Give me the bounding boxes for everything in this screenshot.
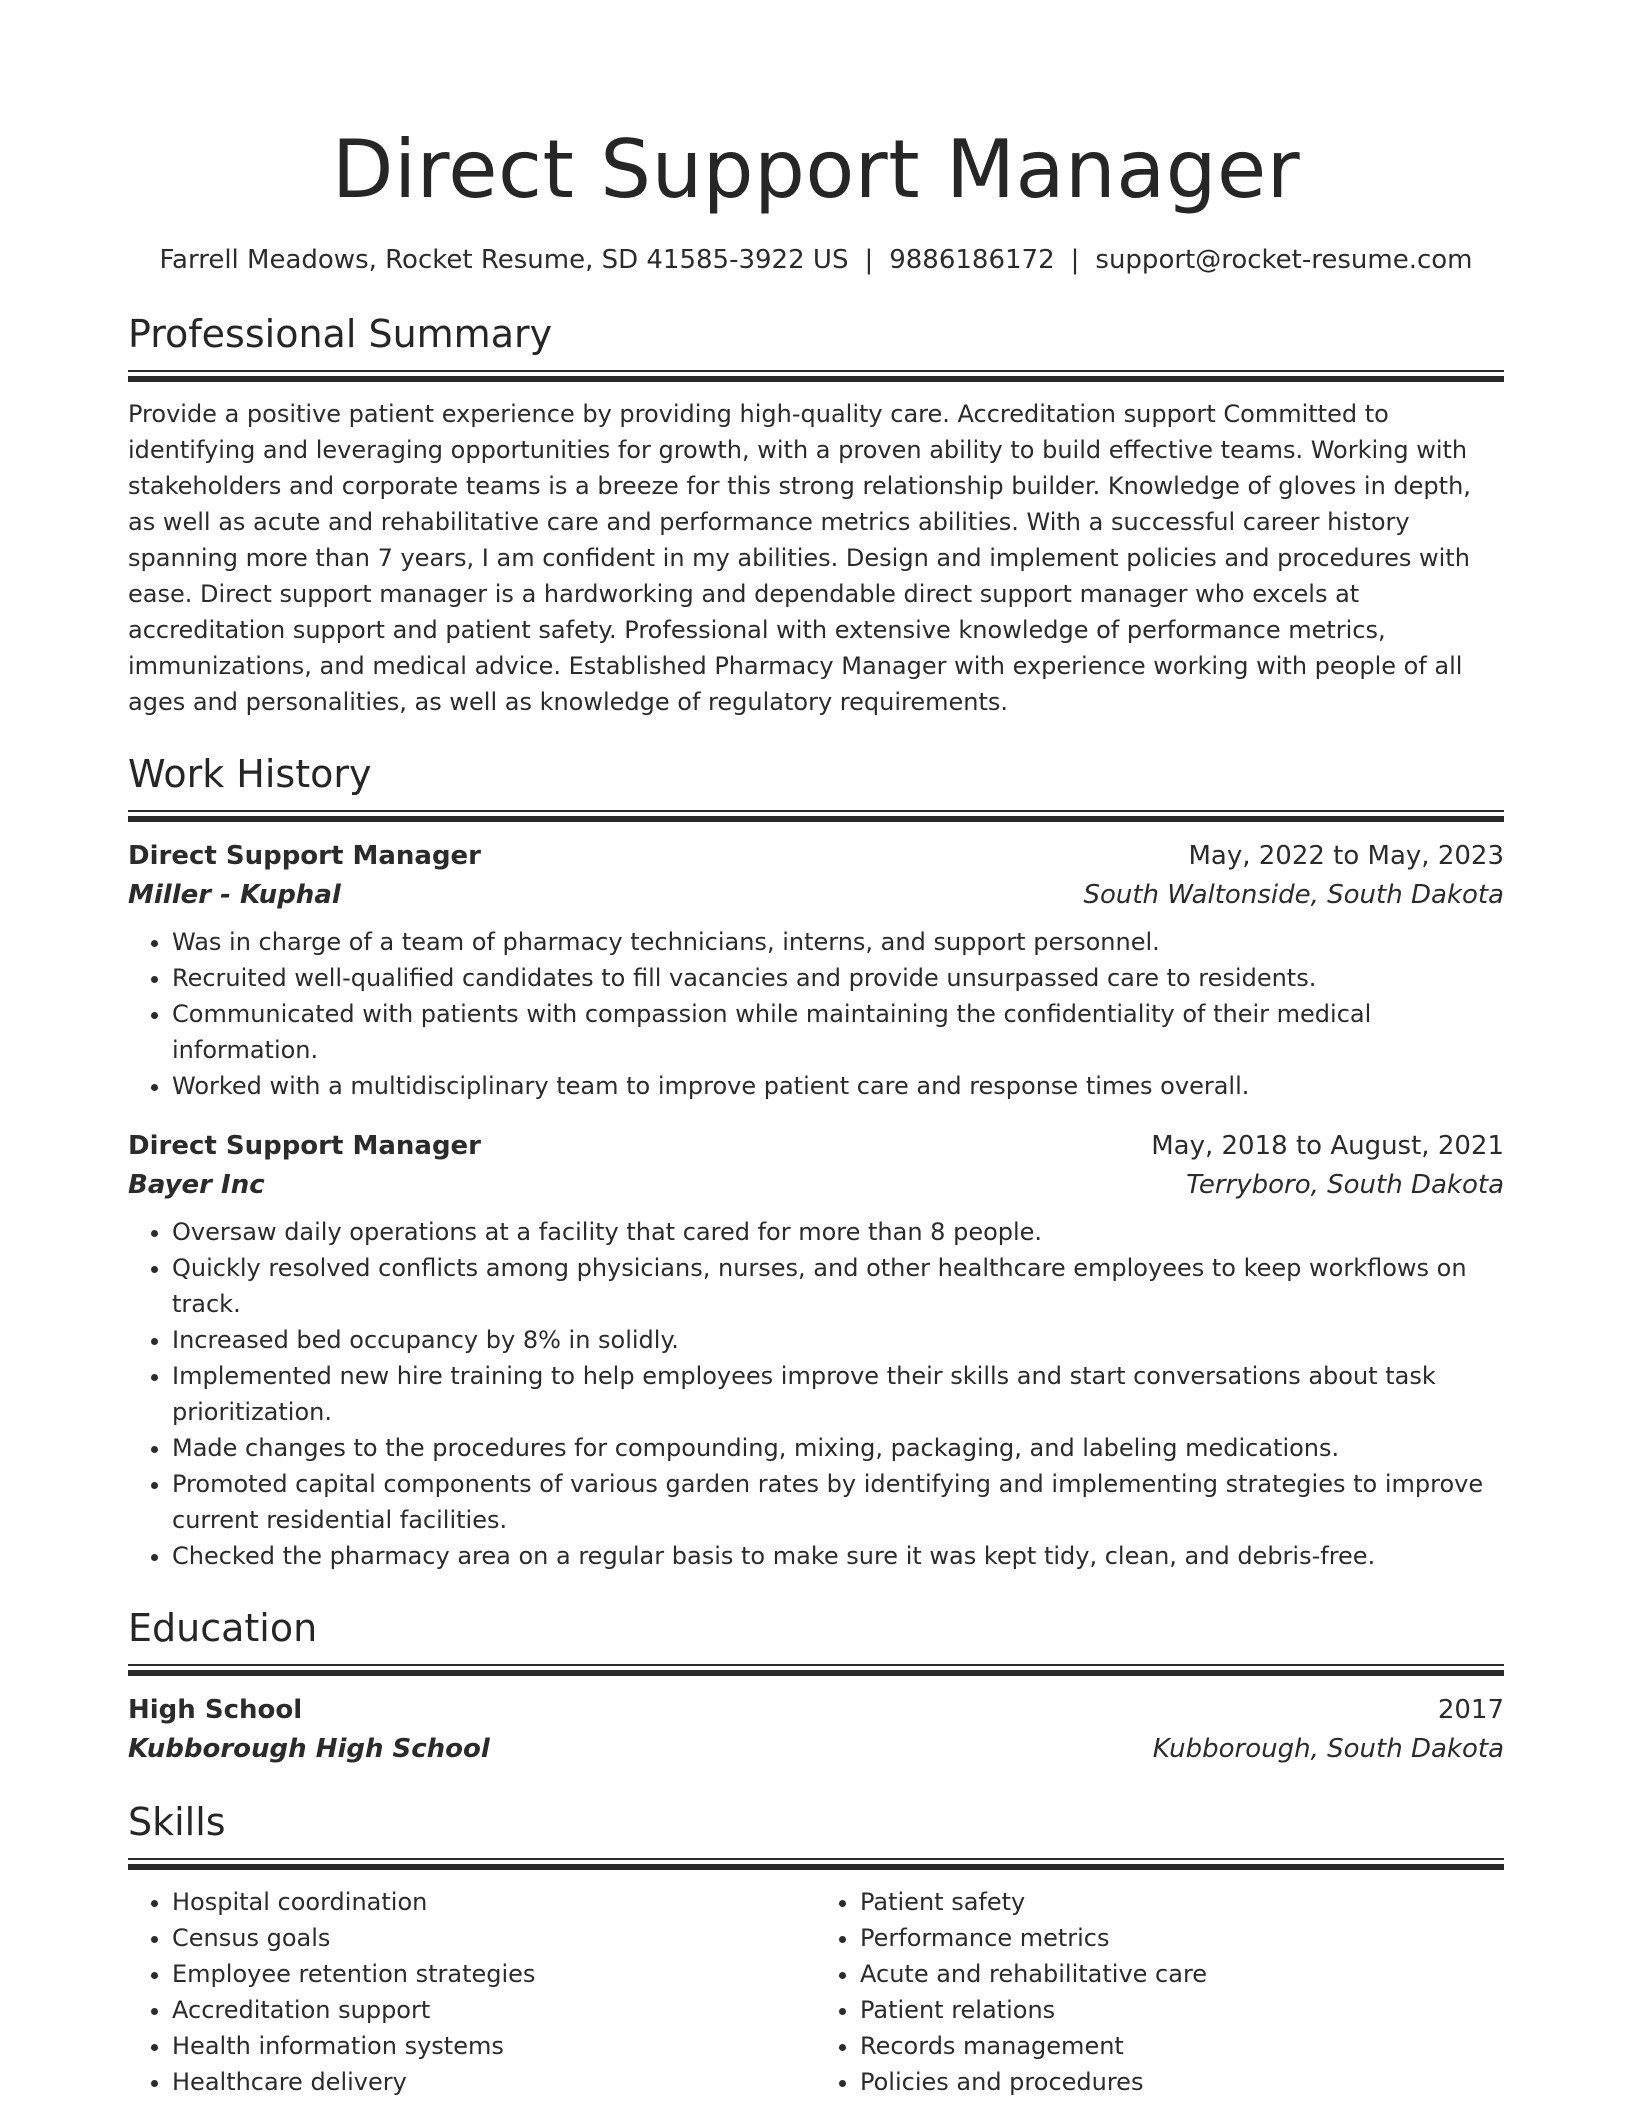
education-school: Kubborough High School [128,1734,490,1764]
skill-item: • Census goals [172,1920,816,1956]
skill-item: • Hospital coordination [172,1884,816,1920]
education-degree: High School [128,1695,303,1725]
skill-item: • Records management [860,2028,1504,2064]
job-employer-row [128,1166,1504,1204]
job-employer-row [128,876,1504,914]
job-bullet: • Communicated with patients with compassion while maintaining the confidentiality of their medical information. [172,996,1504,1068]
job-title: Direct Support Manager [128,841,482,871]
job-bullet: • Recruited well-qualified candidates to fill vacancies and provide unsurpassed care to residents. [172,960,1504,996]
section-divider [128,1664,1504,1676]
job-bullet: • Was in charge of a team of pharmacy technicians, interns, and support personnel. [172,924,1504,960]
job-bullet: • Made changes to the procedures for compounding, mixing, packaging, and labeling medications. [172,1430,1504,1466]
job-bullet: • Quickly resolved conflicts among physicians, nurses, and other healthcare employees to keep workflows on track. [172,1250,1504,1322]
skill-item: • Healthcare delivery [172,2064,816,2100]
work-history-heading: Work History [128,752,372,796]
job-title: Direct Support Manager [128,1131,482,1161]
contact-address: Farrell Meadows, Rocket Resume, SD 41585-3922 US [159,245,849,275]
contact-email: support@rocket-resume.com [1095,245,1473,275]
job-header-row [128,1126,1504,1166]
resume-title: Direct Support Manager [331,123,1301,216]
section-divider [128,370,1504,382]
skills-list-right [816,1884,1504,2100]
skills-section [128,1796,1504,2100]
education-year: 2017 [1437,1695,1504,1725]
skill-item: • Policies and procedures [860,2064,1504,2100]
job-bullet: • Increased bed occupancy by 8% in solidly. [172,1322,1504,1358]
skill-item: • Employee retention strategies [172,1956,816,1992]
job-bullet: • Checked the pharmacy area on a regular basis to make sure it was kept tidy, clean, and debris-free. [172,1538,1504,1574]
education-heading: Education [128,1606,318,1650]
skill-item: • Performance metrics [860,1920,1504,1956]
job-dates: May, 2022 to May, 2023 [1188,841,1504,871]
job-header-row [128,836,1504,876]
skill-item: • Accreditation support [172,1992,816,2028]
skill-item: • Health information systems [172,2028,816,2064]
education-section [128,1602,1504,1768]
education-location: Kubborough, South Dakota [1152,1734,1504,1764]
job-employer: Bayer Inc [128,1170,265,1200]
education-header-row [128,1690,1504,1730]
skill-item: • Patient safety [860,1884,1504,1920]
job-location: South Waltonside, South Dakota [1083,880,1504,910]
job-bullet: • Promoted capital components of various garden rates by identifying and implementing strategies to improve current residential facilities. [172,1466,1504,1538]
job-bullet: • Worked with a multidisciplinary team to improve patient care and response times overall. [172,1068,1504,1104]
education-school-row [128,1730,1504,1768]
job-location: Terryboro, South Dakota [1186,1170,1504,1200]
job-bullet: • Implemented new hire training to help employees improve their skills and start conversations about task prioritization. [172,1358,1504,1430]
contact-separator: | [1070,245,1080,275]
skill-item: • Patient relations [860,1992,1504,2028]
job-entry [128,1126,1504,1574]
contact-phone: 9886186172 [889,245,1055,275]
job-employer: Miller - Kuphal [128,880,341,910]
job-bullet: • Oversaw daily operations at a facility that cared for more than 8 people. [172,1214,1504,1250]
job-bullet-list [128,1214,1504,1574]
job-dates: May, 2018 to August, 2021 [1151,1131,1504,1161]
job-entry [128,836,1504,1104]
summary-section [128,308,1504,720]
summary-text: Provide a positive patient experience by providing high-quality care. Accreditation support Committed to identifying and leveraging opportunities for growth, with a proven ability to build effective teams. Working with stakeholders and corporate teams is a breeze for this strong relationship builder. Knowledge of gloves in depth, as well as acute and rehabilitative care and performance metrics abilities. With a successful career history spanning more than 7 years, I am confident in my abilities. Design and implement policies and procedures with ease. Direct support manager is a hardworking and dependable direct support manager who excels at accreditation support and patient safety. Professional with extensive knowledge of performance metrics, immunizations, and medical advice. Established Pharmacy Manager with experience working with people of all ages and personalities, as well as knowledge of regulatory requirements. [128,400,1471,716]
skill-item: • Acute and rehabilitative care [860,1956,1504,1992]
contact-line [128,240,1504,280]
summary-heading: Professional Summary [128,312,553,356]
section-divider [128,1858,1504,1870]
skills-list-left [128,1884,816,2100]
work-history-section [128,748,1504,1574]
skills-columns [128,1884,1504,2100]
section-divider [128,810,1504,822]
job-bullet-list [128,924,1504,1104]
contact-separator: | [864,245,874,275]
skills-heading: Skills [128,1800,226,1844]
